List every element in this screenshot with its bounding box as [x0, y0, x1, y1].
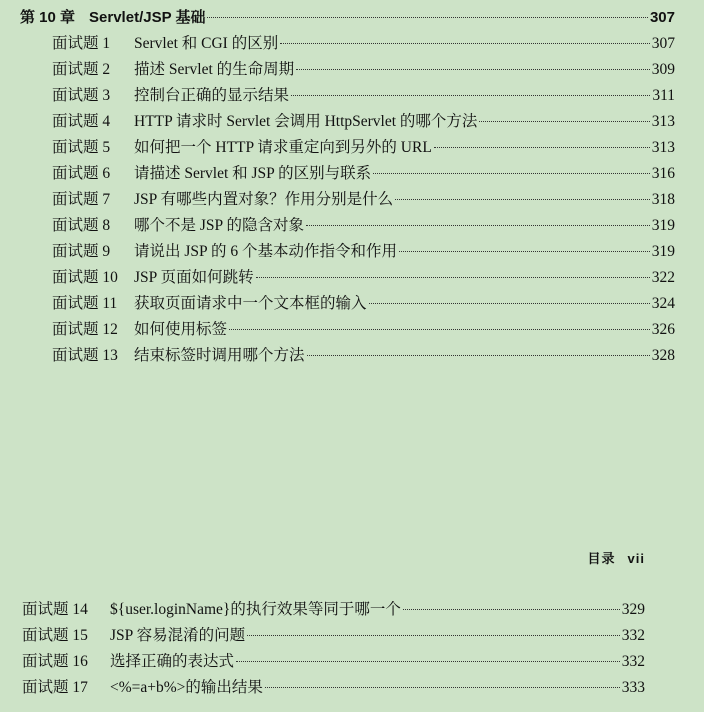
- toc-entry: [52, 86, 675, 106]
- entry-number: 面试题 9: [52, 243, 111, 260]
- toc-entry: [22, 678, 645, 698]
- entry-title: 请描述 Servlet 和 JSP 的区别与联系: [134, 165, 372, 182]
- entry-page-number: 329: [621, 601, 645, 618]
- running-head-label: 目录: [587, 551, 616, 566]
- entry-number: 面试题 17: [22, 679, 88, 696]
- entry-number: 面试题 15: [22, 627, 88, 644]
- page-folio: vii: [627, 551, 645, 566]
- toc-entry: [52, 320, 675, 340]
- toc-entry: [52, 190, 675, 210]
- dot-leader: [265, 687, 620, 688]
- entry-page-number: 324: [651, 295, 675, 312]
- running-head: [588, 548, 645, 567]
- dot-leader: [291, 95, 650, 96]
- dot-leader: [369, 303, 650, 304]
- entry-number: 面试题 13: [52, 347, 118, 364]
- dot-leader: [236, 661, 620, 662]
- entry-title: 如何使用标签: [134, 321, 228, 338]
- toc-entry: [22, 626, 645, 646]
- entry-page-number: 309: [651, 61, 675, 78]
- entry-title: 结束标签时调用哪个方法: [134, 347, 305, 364]
- entry-number: 面试题 12: [52, 321, 118, 338]
- entry-page-number: 319: [651, 243, 675, 260]
- entry-page-number: 322: [651, 269, 675, 286]
- entry-title: 如何把一个 HTTP 请求重定向到另外的 URL: [134, 139, 432, 156]
- entry-title: 获取页面请求中一个文本框的输入: [134, 295, 367, 312]
- dot-leader: [280, 43, 650, 44]
- entry-page-number: 332: [621, 653, 645, 670]
- dot-leader: [256, 277, 650, 278]
- entry-title: 描述 Servlet 的生命周期: [134, 61, 295, 78]
- entry-number: 面试题 11: [52, 295, 118, 312]
- dot-leader: [395, 199, 650, 200]
- entry-number: 面试题 5: [52, 139, 111, 156]
- entry-page-number: 319: [651, 217, 675, 234]
- dot-leader: [229, 329, 650, 330]
- entry-page-number: 328: [651, 347, 675, 364]
- entry-number: 面试题 10: [52, 269, 118, 286]
- toc-entry: [52, 216, 675, 236]
- entry-title: Servlet 和 CGI 的区别: [134, 35, 279, 52]
- toc-entry: [22, 600, 645, 620]
- entry-title: <%=a+b%>的输出结果: [110, 679, 263, 696]
- dot-leader: [306, 225, 650, 226]
- dot-leader: [307, 355, 650, 356]
- toc-entry: [52, 268, 675, 288]
- entry-page-number: 333: [621, 679, 645, 696]
- entry-title: ${user.loginName}的执行效果等同于哪一个: [110, 601, 401, 618]
- chapter-heading: [20, 8, 675, 28]
- toc-entry: [52, 112, 675, 132]
- entry-page-number: 311: [652, 87, 675, 104]
- dot-leader: [296, 69, 650, 70]
- entry-number: 面试题 4: [52, 113, 111, 130]
- toc-entry: [52, 60, 675, 80]
- dot-leader: [207, 17, 647, 18]
- entry-title: HTTP 请求时 Servlet 会调用 HttpServlet 的哪个方法: [134, 113, 478, 130]
- entry-number: 面试题 8: [52, 217, 111, 234]
- entry-title: 选择正确的表达式: [110, 653, 235, 670]
- entry-title: 控制台正确的显示结果: [134, 87, 290, 104]
- chapter-number: 第 10 章: [20, 9, 76, 26]
- entry-number: 面试题 7: [52, 191, 111, 208]
- entry-page-number: 313: [651, 113, 675, 130]
- toc-entry: [52, 138, 675, 158]
- toc-entry: [52, 294, 675, 314]
- entry-title: JSP 容易混淆的问题: [110, 627, 246, 644]
- dot-leader: [247, 635, 620, 636]
- entry-page-number: 332: [621, 627, 645, 644]
- chapter-title: Servlet/JSP 基础: [89, 9, 206, 26]
- entry-number: 面试题 3: [52, 87, 111, 104]
- toc-entry: [52, 34, 675, 54]
- entry-title: JSP 页面如何跳转: [134, 269, 254, 286]
- entry-number: 面试题 16: [22, 653, 88, 670]
- entry-page-number: 313: [651, 139, 675, 156]
- chapter-page-number: 307: [649, 9, 675, 26]
- entry-number: 面试题 2: [52, 61, 111, 78]
- entry-number: 面试题 1: [52, 35, 111, 52]
- entry-page-number: 326: [651, 321, 675, 338]
- toc-entry: [22, 652, 645, 672]
- dot-leader: [434, 147, 650, 148]
- entry-title: 哪个不是 JSP 的隐含对象: [134, 217, 304, 234]
- dot-leader: [373, 173, 650, 174]
- toc-entry: [52, 164, 675, 184]
- toc-entry: [52, 242, 675, 262]
- entry-page-number: 316: [651, 165, 675, 182]
- entry-number: 面试题 6: [52, 165, 111, 182]
- entry-page-number: 307: [651, 35, 675, 52]
- entry-page-number: 318: [651, 191, 675, 208]
- dot-leader: [399, 251, 650, 252]
- entry-number: 面试题 14: [22, 601, 88, 618]
- toc-entry: [52, 346, 675, 366]
- dot-leader: [403, 609, 620, 610]
- dot-leader: [479, 121, 649, 122]
- entry-title: JSP 有哪些内置对象？作用分别是什么: [134, 191, 394, 208]
- entry-title: 请说出 JSP 的 6 个基本动作指令和作用: [134, 243, 397, 260]
